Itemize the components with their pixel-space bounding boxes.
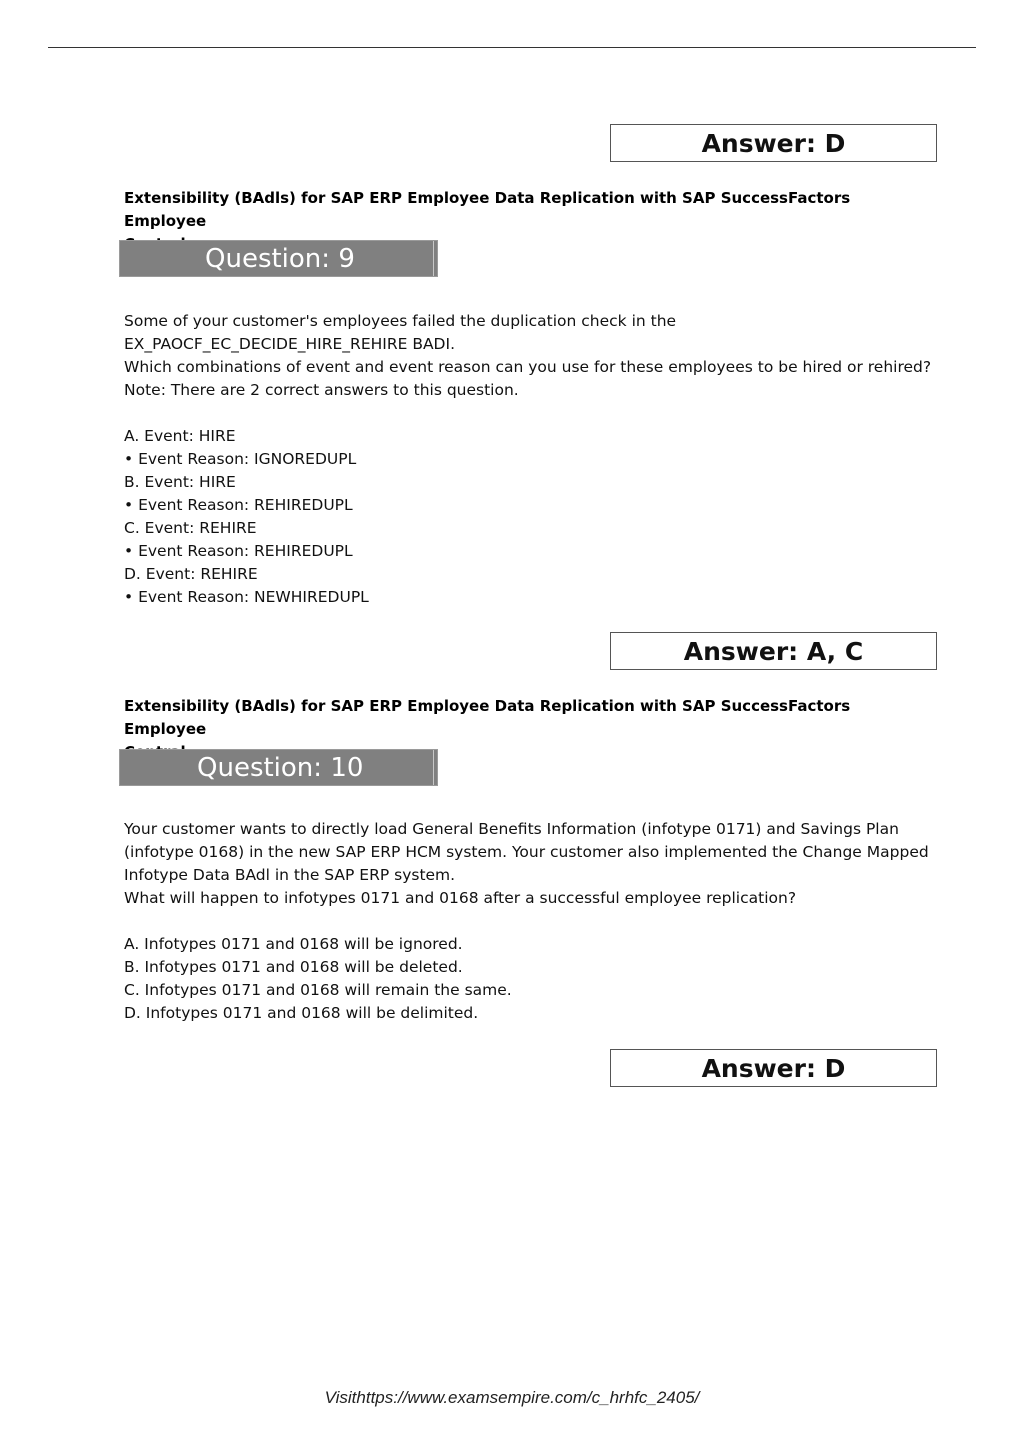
answer-option: C. Infotypes 0171 and 0168 will remain the same. (124, 981, 512, 999)
answer-option: B. Infotypes 0171 and 0168 will be deleted. (124, 958, 463, 976)
question-title: Question: 9 (205, 243, 355, 274)
answer-option-detail: • Event Reason: IGNOREDUPL (124, 450, 357, 468)
header-rule (48, 47, 976, 48)
question-stem-line: (infotype 0168) in the new SAP ERP HCM system. Your customer also implemented the Change Mapped (124, 843, 929, 861)
answer-box-q10 (610, 1049, 937, 1087)
question-title-bar-9 (119, 240, 438, 277)
question-stem-line: Your customer wants to directly load General Benefits Information (infotype 0171) and Savings Plan (124, 820, 899, 838)
question-stem-line: Infotype Data BAdl in the SAP ERP system. (124, 866, 456, 884)
question-title-bar-10 (119, 749, 438, 786)
answer-option: D. Infotypes 0171 and 0168 will be delimited. (124, 1004, 479, 1022)
answer-option: D. Event: REHIRE (124, 565, 258, 583)
answer-option-detail: • Event Reason: NEWHIREDUPL (124, 588, 369, 606)
answer-option-detail: • Event Reason: REHIREDUPL (124, 542, 353, 560)
question-stem-line: What will happen to infotypes 0171 and 0168 after a successful employee replication? (124, 889, 797, 907)
question-body-10 (124, 818, 944, 1025)
answer-label: Answer: D (701, 1053, 846, 1083)
answer-option: A. Infotypes 0171 and 0168 will be ignored. (124, 935, 463, 953)
answer-option: C. Event: REHIRE (124, 519, 257, 537)
section-heading-line: Extensibility (BAdls) for SAP ERP Employee Data Replication with SAP SuccessFactors Employee (124, 189, 851, 230)
answer-label: Answer: A, C (683, 636, 864, 666)
question-stem-line: Note: There are 2 correct answers to this question. (124, 381, 519, 399)
question-stem-line: Which combinations of event and event reason can you use for these employees to be hired or rehired? (124, 358, 932, 376)
question-stem-line: EX_PAOCF_EC_DECIDE_HIRE_REHIRE BADI. (124, 335, 455, 353)
question-stem-line: Some of your customer's employees failed the duplication check in the (124, 312, 677, 330)
answer-option: B. Event: HIRE (124, 473, 236, 491)
question-body-9 (124, 310, 944, 609)
footer-link[interactable]: Visithttps://www.examsempire.com/c_hrhfc_2405/ (324, 1388, 700, 1407)
answer-option: A. Event: HIRE (124, 427, 236, 445)
answer-label: Answer: D (701, 128, 846, 158)
section-heading-line: Extensibility (BAdls) for SAP ERP Employee Data Replication with SAP SuccessFactors Employee (124, 697, 851, 738)
answer-option-detail: • Event Reason: REHIREDUPL (124, 496, 353, 514)
question-title: Question: 10 (197, 752, 364, 783)
answer-box-q9 (610, 632, 937, 670)
answer-box-q8 (610, 124, 937, 162)
